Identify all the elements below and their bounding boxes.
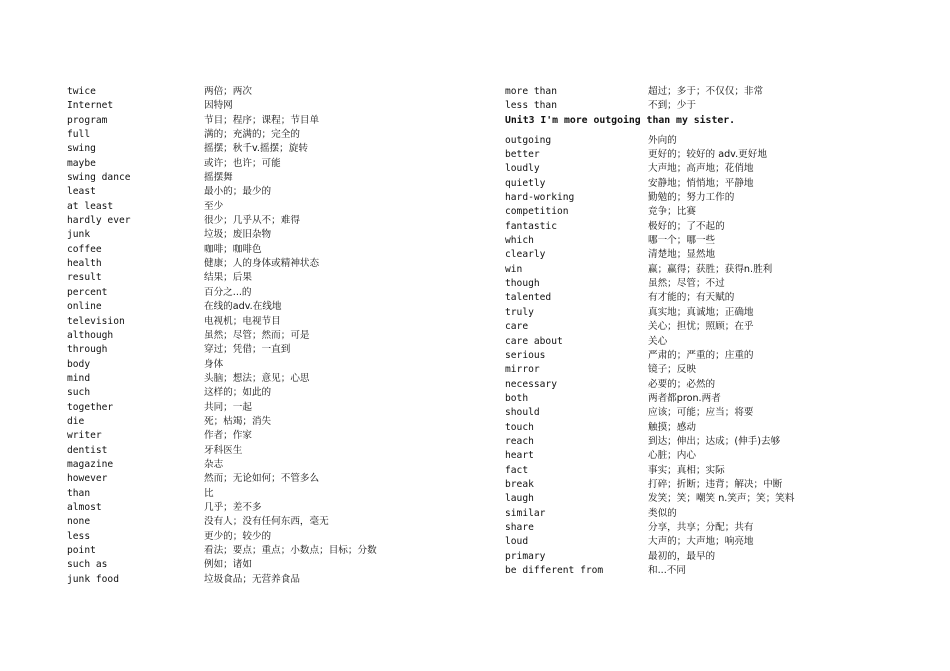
vocab-row bbox=[67, 286, 467, 300]
vocab-chinese: 牙科医生 bbox=[204, 444, 243, 456]
vocab-chinese: 有才能的；有天赋的 bbox=[648, 292, 735, 304]
vocab-row bbox=[67, 329, 467, 343]
vocab-chinese: 勤勉的；努力工作的 bbox=[648, 192, 735, 204]
vocab-row bbox=[505, 306, 905, 320]
vocab-english: more than bbox=[505, 86, 557, 97]
vocab-english: laugh bbox=[505, 493, 534, 505]
vocab-english: touch bbox=[505, 421, 534, 433]
vocab-row bbox=[505, 521, 905, 535]
vocab-chinese: 清楚地；显然地 bbox=[648, 249, 716, 261]
vocab-chinese: 触摸；感动 bbox=[648, 421, 696, 433]
vocab-english: fact bbox=[505, 464, 529, 476]
vocab-row bbox=[505, 464, 905, 478]
vocab-chinese: 虽然；尽管；然而；可是 bbox=[204, 329, 310, 341]
vocab-row bbox=[505, 421, 905, 435]
vocab-english: swing dance bbox=[67, 172, 131, 184]
vocab-row bbox=[505, 99, 905, 113]
vocab-row bbox=[67, 386, 467, 400]
vocab-chinese: 极好的；了不起的 bbox=[648, 220, 725, 232]
vocab-row bbox=[505, 564, 905, 578]
vocab-chinese: 严肃的；严重的；庄重的 bbox=[648, 349, 754, 361]
vocab-row bbox=[505, 291, 905, 305]
vocab-chinese: 在线的adv.在线地 bbox=[204, 301, 282, 313]
vocab-english: result bbox=[67, 272, 102, 284]
vocab-english: clearly bbox=[505, 249, 546, 261]
vocab-row bbox=[505, 248, 905, 262]
vocab-row bbox=[505, 85, 905, 99]
vocab-row bbox=[67, 530, 467, 544]
vocab-english: program bbox=[67, 114, 108, 126]
vocab-row bbox=[505, 492, 905, 506]
vocab-row bbox=[67, 558, 467, 572]
vocab-chinese: 更好的；较好的 adv.更好地 bbox=[648, 149, 767, 161]
vocab-english: though bbox=[505, 278, 540, 290]
vocab-row bbox=[505, 550, 905, 564]
vocab-english: least bbox=[67, 186, 96, 198]
vocab-chinese: 共同；一起 bbox=[204, 401, 252, 413]
vocab-row bbox=[67, 157, 467, 171]
vocab-english: hard-working bbox=[505, 192, 575, 204]
vocab-chinese: 杂志 bbox=[204, 458, 224, 470]
vocab-english: swing bbox=[67, 143, 96, 155]
vocab-english: care bbox=[505, 321, 529, 333]
vocab-english: reach bbox=[505, 435, 534, 447]
vocab-chinese: 到达；伸出；达成；(伸手)去够 bbox=[648, 435, 781, 447]
vocab-english: care about bbox=[505, 335, 563, 347]
vocab-row bbox=[505, 320, 905, 334]
vocab-row bbox=[505, 349, 905, 363]
vocab-chinese: 作者；作家 bbox=[204, 430, 252, 442]
vocab-english: online bbox=[67, 301, 102, 313]
vocab-row bbox=[67, 200, 467, 214]
vocab-english: quietly bbox=[505, 177, 546, 189]
vocab-chinese: 最小的；最少的 bbox=[204, 186, 272, 198]
vocab-chinese: 最初的，最早的 bbox=[648, 550, 716, 562]
vocab-row bbox=[505, 378, 905, 392]
vocab-row bbox=[67, 444, 467, 458]
vocab-chinese: 结果；后果 bbox=[204, 272, 252, 284]
vocab-english: less than bbox=[505, 100, 557, 112]
vocab-chinese: 比 bbox=[204, 487, 214, 499]
vocab-english: similar bbox=[505, 507, 546, 519]
vocab-english: should bbox=[505, 407, 540, 419]
vocab-chinese: 两倍；两次 bbox=[204, 86, 252, 97]
vocab-english: body bbox=[67, 358, 91, 370]
vocab-chinese: 节目；程序；课程；节目单 bbox=[204, 114, 320, 126]
vocab-chinese: 两者都pron.两者 bbox=[648, 392, 721, 404]
vocab-chinese: 镜子；反映 bbox=[648, 364, 696, 376]
vocab-english: maybe bbox=[67, 157, 96, 169]
vocab-chinese: 几乎；差不多 bbox=[204, 501, 262, 513]
vocab-english: share bbox=[505, 521, 534, 533]
left-vocab-column bbox=[67, 85, 467, 587]
vocab-english: loud bbox=[505, 536, 529, 548]
vocab-english: twice bbox=[67, 86, 96, 97]
vocab-row bbox=[505, 435, 905, 449]
vocab-row bbox=[67, 257, 467, 271]
right-vocab-column bbox=[505, 85, 905, 578]
vocab-chinese: 大声的；大声地；响亮地 bbox=[648, 536, 754, 548]
vocab-chinese: 必要的；必然的 bbox=[648, 378, 716, 390]
vocab-chinese: 垃圾；废旧杂物 bbox=[204, 229, 272, 241]
vocab-chinese: 真实地；真诚地；正确地 bbox=[648, 306, 754, 318]
vocab-chinese: 超过；多于；不仅仅；非常 bbox=[648, 86, 764, 97]
vocab-chinese: 头脑；想法；意见；心思 bbox=[204, 372, 310, 384]
vocab-row bbox=[505, 177, 905, 191]
vocab-row bbox=[67, 243, 467, 257]
vocab-english: talented bbox=[505, 292, 552, 304]
vocab-chinese: 这样的；如此的 bbox=[204, 387, 272, 399]
unit-heading: Unit3 I'm more outgoing than my sister. bbox=[505, 114, 736, 126]
vocab-english: serious bbox=[505, 349, 546, 361]
vocab-english: hardly ever bbox=[67, 215, 131, 227]
vocab-chinese: 没有人；没有任何东西，毫无 bbox=[204, 516, 329, 528]
vocab-row bbox=[67, 228, 467, 242]
vocab-english: be different from bbox=[505, 565, 604, 576]
vocab-chinese: 咖啡；咖啡色 bbox=[204, 243, 262, 255]
vocab-row bbox=[67, 372, 467, 386]
vocab-english: Internet bbox=[67, 100, 114, 112]
vocab-chinese: 很少；几乎从不；难得 bbox=[204, 215, 300, 227]
vocab-english: mirror bbox=[505, 364, 540, 376]
vocab-row bbox=[505, 406, 905, 420]
vocab-row bbox=[67, 358, 467, 372]
vocab-row bbox=[67, 185, 467, 199]
vocab-chinese: 赢；赢得；获胜；获得n.胜利 bbox=[648, 263, 773, 275]
vocab-english: health bbox=[67, 258, 102, 270]
vocab-english: through bbox=[67, 344, 108, 356]
vocab-english: such bbox=[67, 387, 91, 399]
vocab-chinese: 外向的 bbox=[648, 134, 677, 146]
vocab-english: junk bbox=[67, 229, 91, 241]
vocab-row bbox=[505, 148, 905, 162]
vocab-chinese: 哪一个；哪一些 bbox=[648, 235, 716, 247]
vocab-row bbox=[67, 472, 467, 486]
vocab-chinese: 分享，共享；分配；共有 bbox=[648, 521, 754, 533]
vocab-row bbox=[67, 415, 467, 429]
vocab-english: truly bbox=[505, 306, 534, 318]
vocab-chinese: 至少 bbox=[204, 200, 224, 212]
vocab-row bbox=[505, 363, 905, 377]
vocab-row bbox=[67, 343, 467, 357]
vocab-row bbox=[505, 134, 905, 148]
vocab-row bbox=[505, 335, 905, 349]
vocab-chinese: 死；枯竭；消失 bbox=[204, 415, 272, 427]
vocab-english: than bbox=[67, 487, 91, 499]
vocab-chinese: 心脏；内心 bbox=[648, 450, 696, 462]
vocab-english: less bbox=[67, 530, 91, 542]
vocab-english: writer bbox=[67, 430, 102, 442]
vocab-english: almost bbox=[67, 501, 102, 513]
vocab-english: such as bbox=[67, 559, 108, 571]
vocab-english: however bbox=[67, 473, 108, 485]
vocab-row bbox=[67, 487, 467, 501]
vocab-english: together bbox=[67, 401, 114, 413]
vocab-english: competition bbox=[505, 206, 569, 218]
vocab-english: full bbox=[67, 129, 91, 141]
vocab-row bbox=[67, 271, 467, 285]
vocab-english: none bbox=[67, 516, 91, 528]
vocab-english: loudly bbox=[505, 163, 540, 175]
vocab-chinese: 安静地；悄悄地；平静地 bbox=[648, 177, 754, 189]
vocab-chinese: 应该；可能；应当；将要 bbox=[648, 407, 754, 419]
vocab-chinese: 打碎；折断；违背；解决；中断 bbox=[648, 478, 783, 490]
vocab-row bbox=[67, 573, 467, 587]
vocab-row bbox=[505, 535, 905, 549]
vocab-english: although bbox=[67, 329, 114, 341]
vocab-english: die bbox=[67, 415, 85, 427]
vocab-row bbox=[67, 85, 467, 99]
vocab-english: mind bbox=[67, 372, 91, 384]
vocab-english: which bbox=[505, 235, 534, 247]
vocab-english: both bbox=[505, 392, 529, 404]
vocab-chinese: 身体 bbox=[204, 358, 224, 370]
vocab-english: junk food bbox=[67, 573, 119, 585]
vocab-english: at least bbox=[67, 200, 114, 212]
vocab-chinese: 关心 bbox=[648, 335, 668, 347]
vocab-chinese: 发笑；笑；嘲笑 n.笑声；笑；笑料 bbox=[648, 493, 795, 505]
vocab-row bbox=[67, 300, 467, 314]
vocab-english: better bbox=[505, 149, 540, 161]
vocab-chinese: 因特网 bbox=[204, 100, 233, 112]
vocab-row bbox=[67, 544, 467, 558]
vocab-chinese: 更少的；较少的 bbox=[204, 530, 272, 542]
vocab-english: percent bbox=[67, 286, 108, 298]
vocab-row bbox=[67, 429, 467, 443]
vocab-row bbox=[505, 277, 905, 291]
vocab-chinese: 和...不同 bbox=[648, 565, 686, 576]
vocab-row bbox=[505, 392, 905, 406]
vocab-row bbox=[67, 99, 467, 113]
vocab-row bbox=[67, 458, 467, 472]
vocab-row bbox=[67, 142, 467, 156]
vocab-chinese: 不到；少于 bbox=[648, 100, 696, 112]
vocab-row bbox=[67, 128, 467, 142]
vocab-row bbox=[505, 478, 905, 492]
vocab-row bbox=[505, 263, 905, 277]
vocab-english: coffee bbox=[67, 243, 102, 255]
vocab-row bbox=[505, 507, 905, 521]
vocab-chinese: 然而；无论如何；不管多么 bbox=[204, 473, 320, 485]
vocab-chinese: 或许；也许；可能 bbox=[204, 157, 281, 169]
vocab-chinese: 摇摆；秋千v.摇摆；旋转 bbox=[204, 143, 308, 155]
vocab-chinese: 满的；充满的；完全的 bbox=[204, 129, 300, 141]
vocab-chinese: 事实；真相；实际 bbox=[648, 464, 725, 476]
vocab-row bbox=[505, 191, 905, 205]
vocab-english: primary bbox=[505, 550, 546, 562]
vocab-chinese: 例如；诸如 bbox=[204, 559, 252, 571]
vocab-row bbox=[67, 501, 467, 515]
vocab-row bbox=[67, 114, 467, 128]
vocab-english: necessary bbox=[505, 378, 557, 390]
vocab-english: dentist bbox=[67, 444, 108, 456]
vocab-chinese: 虽然；尽管；不过 bbox=[648, 278, 725, 290]
vocab-row bbox=[67, 214, 467, 228]
vocab-chinese: 摇摆舞 bbox=[204, 172, 233, 184]
vocab-english: outgoing bbox=[505, 134, 552, 146]
vocab-chinese: 穿过；凭借；一直到 bbox=[204, 344, 291, 356]
vocab-chinese: 垃圾食品；无营养食品 bbox=[204, 573, 300, 585]
vocab-row bbox=[505, 205, 905, 219]
vocab-row bbox=[67, 315, 467, 329]
vocab-english: television bbox=[67, 315, 125, 327]
vocab-row bbox=[505, 162, 905, 176]
vocab-english: point bbox=[67, 545, 96, 556]
vocab-chinese: 电视机；电视节目 bbox=[204, 315, 281, 327]
vocab-chinese: 关心；担忧；照顾；在乎 bbox=[648, 321, 754, 333]
vocab-row bbox=[505, 449, 905, 463]
vocab-chinese: 竞争；比赛 bbox=[648, 206, 696, 218]
vocab-chinese: 健康；人的身体或精神状态 bbox=[204, 258, 320, 270]
vocab-chinese: 百分之...的 bbox=[204, 286, 252, 298]
vocab-row bbox=[67, 171, 467, 185]
vocab-english: magazine bbox=[67, 458, 114, 470]
vocab-english: fantastic bbox=[505, 220, 557, 232]
vocab-chinese: 看法；要点；重点；小数点；目标；分数 bbox=[204, 545, 377, 556]
vocab-english: win bbox=[505, 263, 523, 275]
vocab-row bbox=[505, 220, 905, 234]
vocab-english: break bbox=[505, 478, 534, 490]
vocab-row bbox=[67, 401, 467, 415]
vocab-english: heart bbox=[505, 450, 534, 462]
vocab-row bbox=[67, 515, 467, 529]
vocab-row bbox=[505, 234, 905, 248]
vocab-chinese: 大声地；高声地；花俏地 bbox=[648, 163, 754, 175]
vocab-chinese: 类似的 bbox=[648, 507, 677, 519]
